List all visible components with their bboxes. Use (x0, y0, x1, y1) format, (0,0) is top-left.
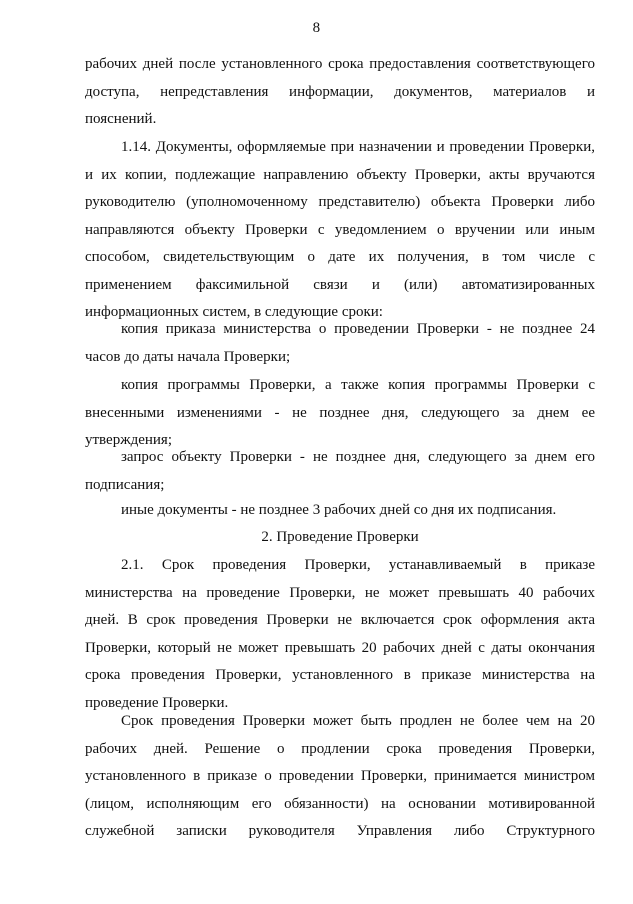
list-item-request (85, 444, 595, 499)
text-line: Срок проведения Проверки может быть продлен не более чем на 20 (121, 713, 595, 729)
paragraph-extension (85, 708, 595, 846)
text-line: копия программы Проверки, а также копия программы Проверки с (121, 377, 595, 393)
text-line: срока проведения Проверки, установленного в приказе министерства на (85, 667, 595, 683)
text-line: и их копии, подлежащие направлению объекту Проверки, акты вручаются (85, 166, 595, 183)
text-line: применением факсимильной связи и (или) автоматизированных (85, 276, 595, 293)
text-line: рабочих дней после установленного срока предоставления соответствующего (85, 56, 595, 72)
text-line: руководителю (уполномоченному представителю) объекта Проверки либо (85, 194, 595, 210)
text-line: служебной записки руководителя Управления либо Структурного (85, 823, 595, 839)
text-line: запрос объекту Проверки - не позднее дня, следующего за днем его (121, 449, 595, 465)
section-heading (85, 524, 595, 552)
text-line: доступа, непредставления информации, документов, материалов и (85, 83, 595, 100)
text-line: утверждения; (85, 432, 172, 448)
text-line: информационных систем, в следующие сроки: (85, 304, 383, 320)
paragraph-continuation (85, 51, 595, 134)
text-line: 1.14. Документы, оформляемые при назначении и проведении Проверки, (121, 139, 595, 155)
text-line: внесенными изменениями - не позднее дня, следующего за днем ее (85, 404, 595, 421)
text-line: дней. В срок проведения Проверки не включается срок оформления акта (85, 612, 595, 628)
text-line: рабочих дней. Решение о продлении срока проведения Проверки, (85, 740, 595, 757)
list-item-other-docs (85, 497, 595, 525)
text-line: (лицом, исполняющим его обязанности) на основании мотивированной (85, 795, 595, 812)
text-line: иные документы - не позднее 3 рабочих дней со дня их подписания. (121, 502, 557, 518)
text-line: способом, свидетельствующим о дате их получения, в том числе с (85, 249, 595, 265)
section-title: 2. Проведение Проверки (261, 529, 419, 545)
text-line: часов до даты начала Проверки; (85, 348, 291, 365)
text-line: министерства на проведение Проверки, не может превышать 40 рабочих (85, 584, 595, 601)
text-line: направляются объекту Проверки с уведомлением о вручении или иным (85, 221, 595, 238)
text-line: подписания; (85, 476, 165, 493)
text-line: копия приказа министерства о проведении Проверки - не позднее 24 (121, 321, 595, 337)
text-line: Проверки, который не может превышать 20 рабочих дней с даты окончания (85, 639, 595, 656)
list-item-order-copy (85, 316, 595, 371)
paragraph-2-1 (85, 552, 595, 717)
text-line: установленного в приказе о проведении Проверки, принимается министром (85, 768, 595, 784)
list-item-program-copy (85, 372, 595, 455)
page-number: 8 (312, 20, 321, 36)
paragraph-1-14 (85, 134, 595, 327)
text-line: пояснений. (85, 111, 157, 127)
text-line: 2.1. Срок проведения Проверки, устанавливаемый в приказе (121, 557, 595, 573)
text-line: проведение Проверки. (85, 694, 229, 711)
